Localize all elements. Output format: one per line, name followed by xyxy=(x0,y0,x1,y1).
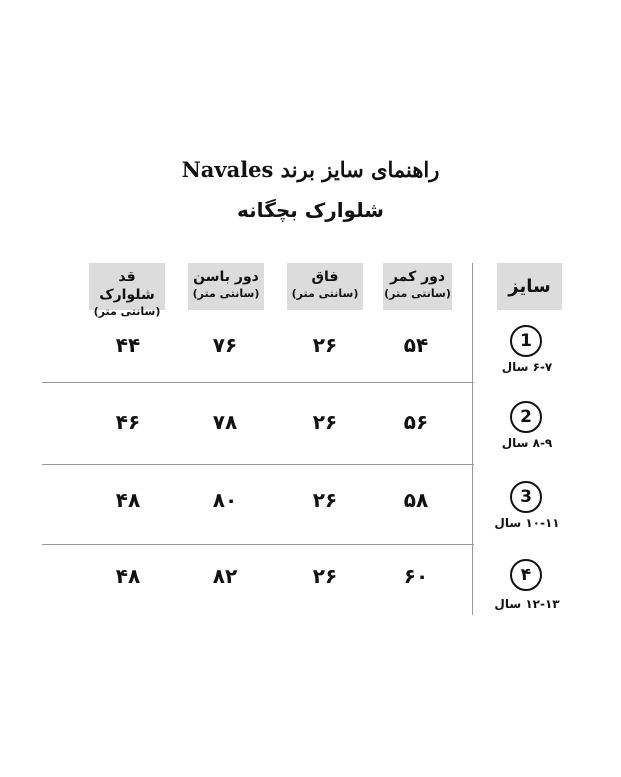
row3-length: ۴۸ xyxy=(115,488,141,512)
row1-length: ۴۴ xyxy=(115,333,141,357)
row2-length: ۴۶ xyxy=(115,410,141,434)
header-hip-label: دور باسن xyxy=(193,269,259,285)
header-hip-unit: (سانتی متر) xyxy=(192,287,260,300)
header-length-unit: (سانتی متر) xyxy=(93,305,161,318)
row3-age: ۱۰-۱۱ سال xyxy=(494,516,560,530)
header-thigh-unit: (سانتی متر) xyxy=(291,287,359,300)
header-length-label: قد شلوارک xyxy=(99,269,155,303)
row2-hip: ۷۸ xyxy=(212,410,238,434)
header-hip xyxy=(188,263,264,310)
column-divider xyxy=(472,263,473,615)
header-waist-label: دور کمر xyxy=(389,269,446,285)
row4-age: ۱۲-۱۳ سال xyxy=(494,597,560,611)
header-thigh-label: فاق xyxy=(311,269,339,285)
page-title: راهنمای سایز برند Navales xyxy=(181,157,440,182)
row1-waist: ۵۴ xyxy=(403,333,429,357)
row4-hip: ۸۲ xyxy=(212,564,238,588)
size-badge-3: 3 xyxy=(510,481,542,513)
header-waist xyxy=(383,263,452,310)
row4-length: ۴۸ xyxy=(115,564,141,588)
page-subtitle: شلوارک بچگانه xyxy=(237,198,384,222)
row2-thigh: ۲۶ xyxy=(312,410,338,434)
row1-thigh: ۲۶ xyxy=(312,333,338,357)
size-badge-4: ۴ xyxy=(510,559,542,591)
row3-thigh: ۲۶ xyxy=(312,488,338,512)
row2-age: ۸-۹ سال xyxy=(501,436,553,450)
row4-waist: ۶۰ xyxy=(403,564,429,588)
row1-hip: ۷۶ xyxy=(212,333,238,357)
row-divider xyxy=(42,382,474,383)
row1-age: ۶-۷ سال xyxy=(501,360,553,374)
header-size: سایز xyxy=(497,263,562,310)
header-thigh xyxy=(287,263,363,310)
size-badge-1: 1 xyxy=(510,325,542,357)
header-length xyxy=(89,263,165,318)
row-divider xyxy=(42,464,474,465)
row3-waist: ۵۸ xyxy=(403,488,429,512)
row2-waist: ۵۶ xyxy=(403,410,429,434)
row3-hip: ۸۰ xyxy=(212,488,238,512)
row4-thigh: ۲۶ xyxy=(312,564,338,588)
size-badge-2: 2 xyxy=(510,401,542,433)
row-divider xyxy=(42,544,474,545)
header-waist-unit: (سانتی متر) xyxy=(384,287,451,300)
